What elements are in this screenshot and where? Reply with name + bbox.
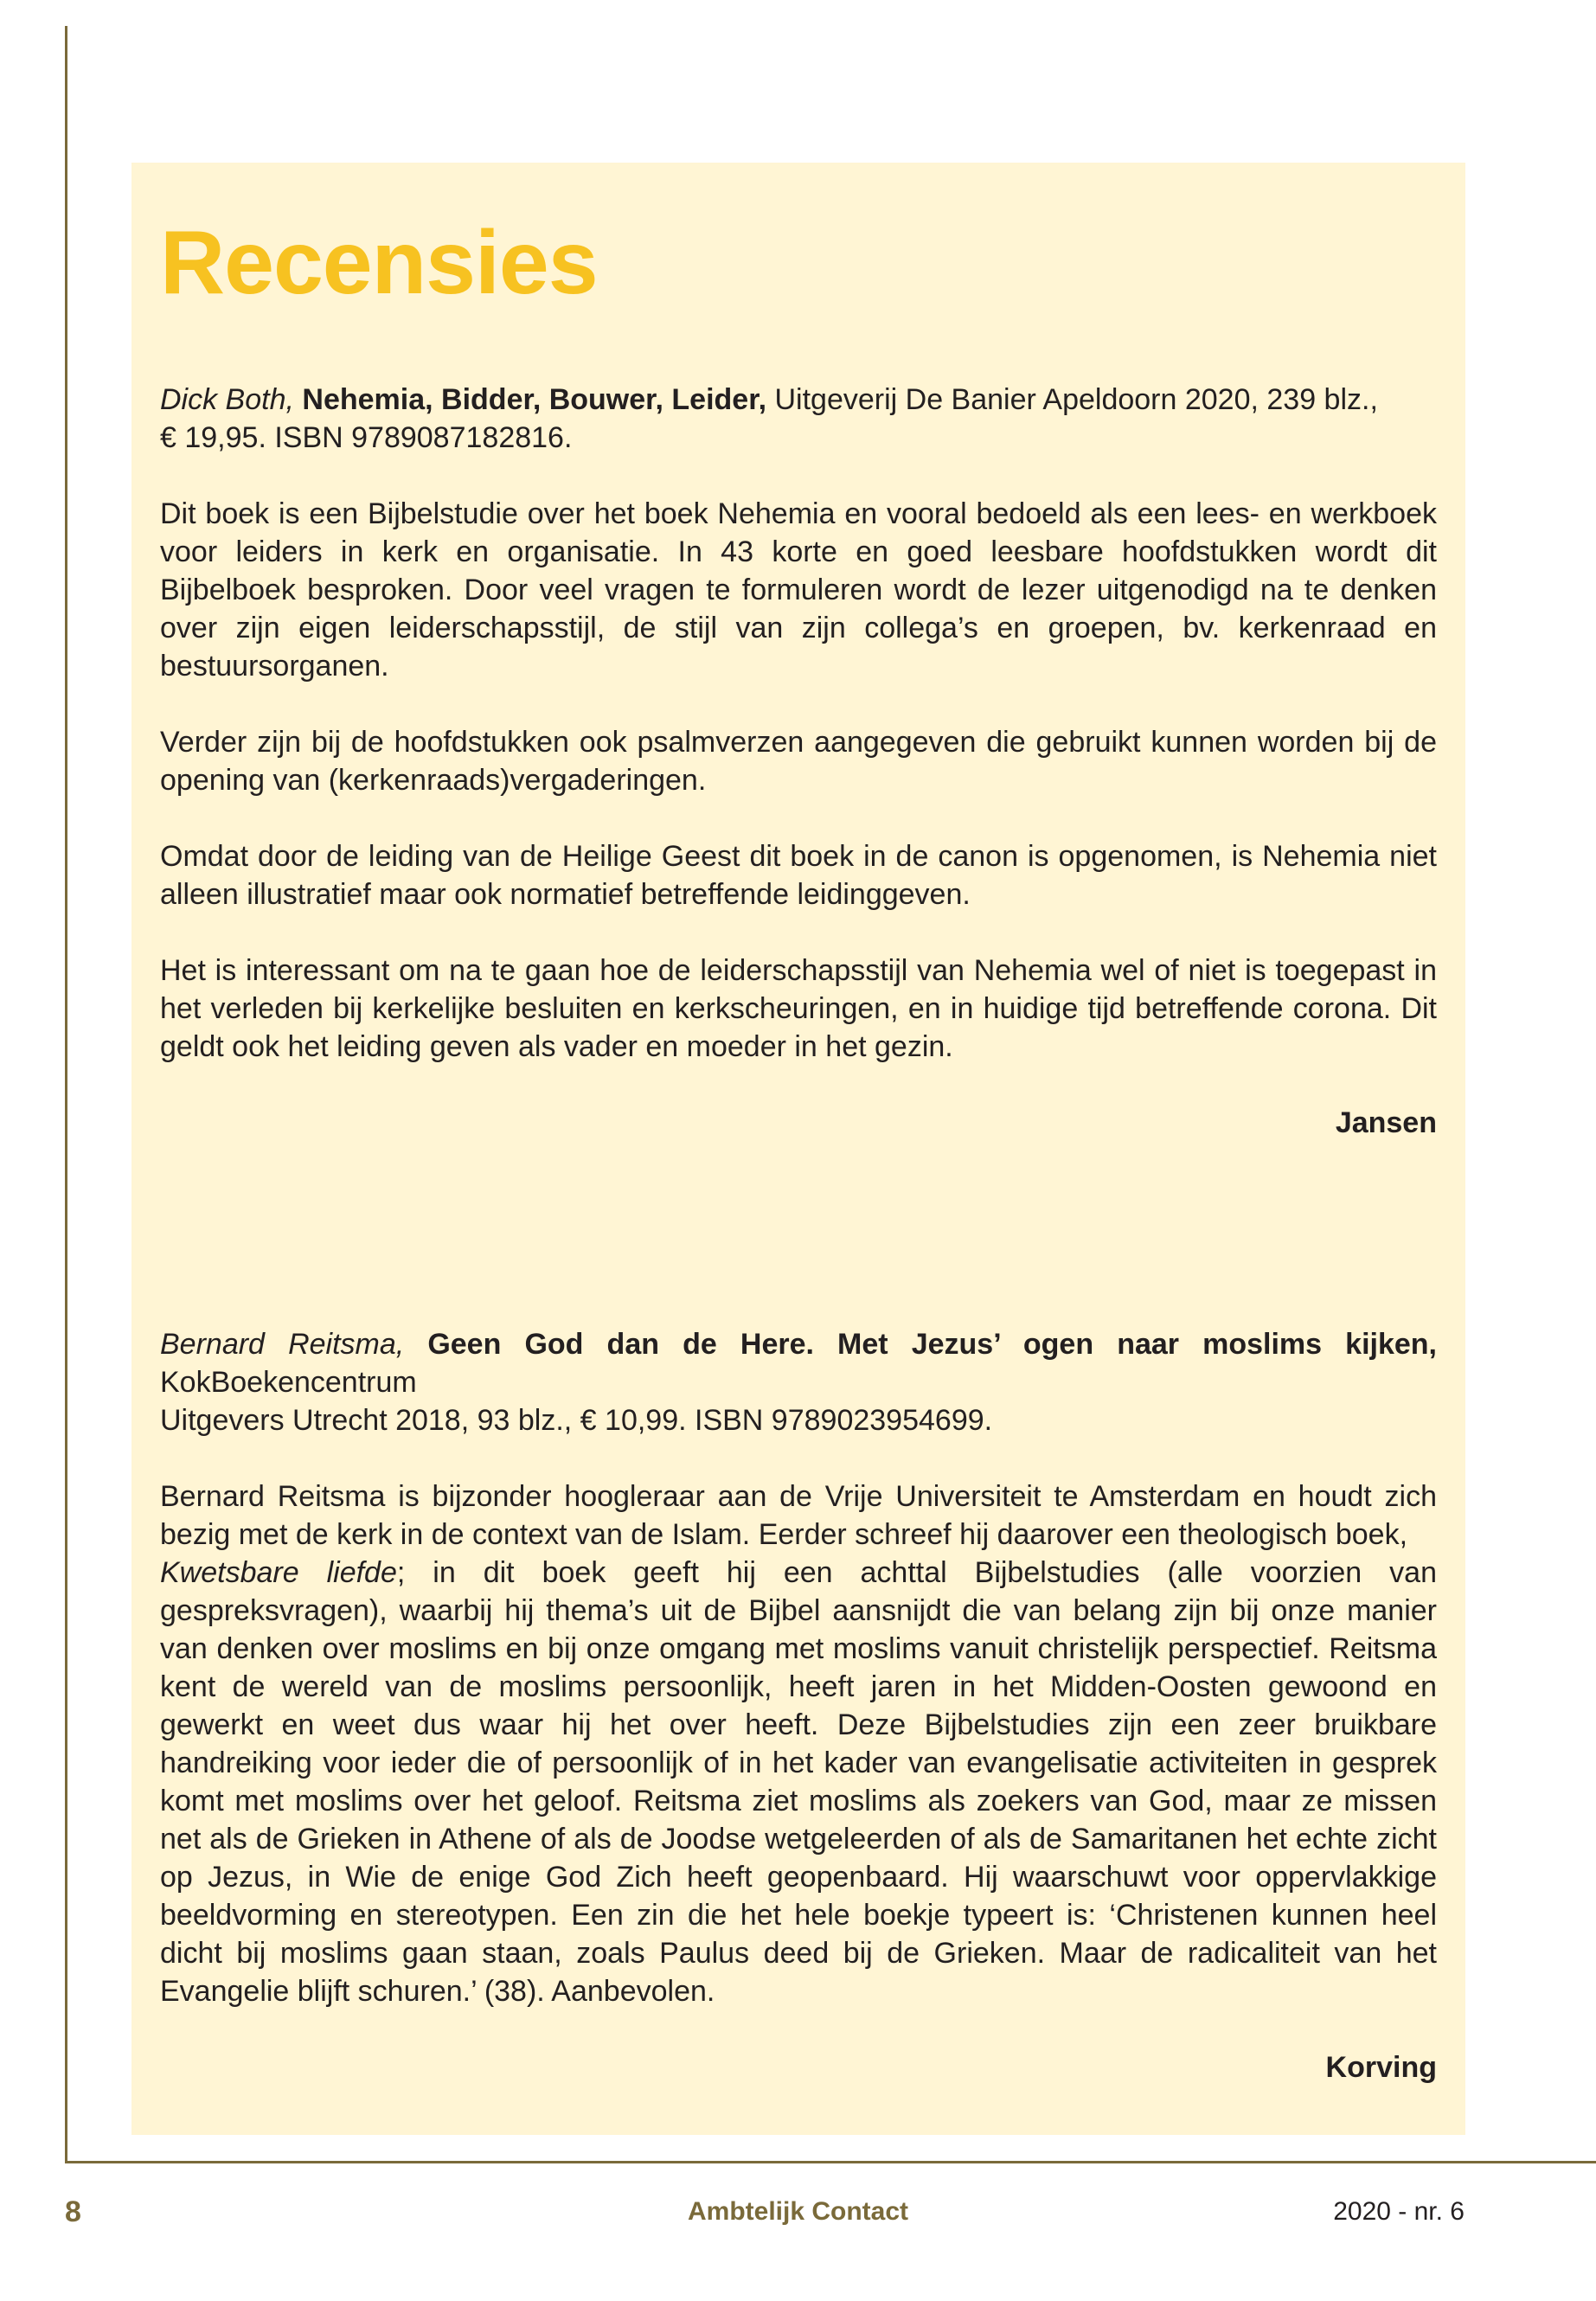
review-1-citation: [160, 381, 1437, 457]
reviews-section: [160, 381, 1437, 2125]
footer-page-number: 8: [65, 2195, 81, 2228]
review-1-paragraph: Omdat door de leiding van de Heilige Geest dit boek in de canon is opgenomen, is Nehemia niet alleen illustratief maar ook normatief betreffende leidinggeven.: [160, 840, 1437, 911]
review-2-citation: [160, 1325, 1437, 1439]
review-2-referenced-book: Kwetsbare liefde: [160, 1556, 397, 1589]
review-1-publication: Uitgeverij De Banier Apeldoorn 2020, 239 blz.,: [774, 383, 1378, 416]
review-2-paragraph: [160, 1477, 1437, 2010]
footer-magazine-title: Ambtelijk Contact: [687, 2197, 909, 2226]
review-1-paragraph: Het is interessant om na te gaan hoe de leiderschapsstijl van Nehemia wel of niet is toegepast in het verleden bij kerkelijke besluiten en kerkscheuringen, en in huidige tijd betreffende corona. Dit geldt ook het leiding geven als vader en moeder in het gezin.: [160, 954, 1437, 1063]
review-2-price-isbn: Uitgevers Utrecht 2018, 93 blz., € 10,99. ISBN 9789023954699.: [160, 1404, 993, 1437]
review-2-author: Bernard Reitsma,: [160, 1328, 405, 1361]
review-1-author: Dick Both,: [160, 383, 294, 416]
page-frame-left-rule: [65, 26, 67, 2163]
footer-issue: 2020 - nr. 6: [1333, 2197, 1465, 2226]
review-2-book-title: Geen God dan de Here. Met Jezus’ ogen naar moslims kijken,: [427, 1328, 1438, 1361]
review-2-publication: KokBoekencentrum: [160, 1366, 417, 1399]
review-1-price-isbn: € 19,95. ISBN 9789087182816.: [160, 421, 573, 454]
review-1-book-title: Nehemia, Bidder, Bouwer, Leider,: [302, 383, 767, 416]
review-1-paragraph: Verder zijn bij de hoofdstukken ook psalmverzen aangegeven die gebruikt kunnen worden bij de opening van (kerkenraads)vergaderingen.: [160, 726, 1437, 797]
review-spacer: [160, 1180, 1437, 1325]
page-title: Recensies: [160, 213, 598, 313]
review-1-paragraph: Dit boek is een Bijbelstudie over het boek Nehemia en vooral bedoeld als een lees- en werkboek voor leiders in kerk en organisatie. In 43 korte en goed leesbare hoofdstukken wordt dit Bijbelboek besproken. Door veel vragen te formuleren wordt de lezer uitgenodigd na te denken over zijn eigen leiderschapsstijl, de stijl van zijn collega’s en groepen, bv. kerkenraad en bestuursorganen.: [160, 497, 1437, 683]
review-2-text-rest: ; in dit boek geeft hij een achttal Bijbelstudies (alle voorzien van gespreksvragen), waarbij hij thema’s uit de Bijbel aansnijdt die van belang zijn bij onze manier van denken over moslims en bij onze omgang met moslims vanuit christelijk perspectief. Reitsma kent de wereld van de moslims persoonlijk, heeft jaren in het Midden-Oosten gewoond en gewerkt en weet dus waar hij het over heeft. Deze Bijbelstudies zijn een zeer bruikbare handreiking voor ieder die of persoonlijk of in het kader van evangelisatie activiteiten in gesprek komt met moslims over het geloof. Reitsma ziet moslims als zoekers van God, maar ze missen net als de Grieken in Athene of als de Joodse wetgeleerden of als de Samaritanen het echte zicht op Jezus, in Wie de enige God Zich heeft geopenbaard. Hij waarschuwt voor oppervlakkige beeldvorming en stereotypen. Een zin die het hele boekje typeert is: ‘Christenen kunnen heel dicht bij moslims gaan staan, zoals Paulus deed bij de Grieken. Maar de radicaliteit van het Evangelie blijft schuren.’ (38). Aanbevolen.: [160, 1556, 1437, 2008]
review-2-text-start: Bernard Reitsma is bijzonder hoogleraar aan de Vrije Universiteit te Amsterdam en houdt zich bezig met de kerk in de context van de Islam. Eerder schreef hij daarover een theologisch boek,: [160, 1480, 1437, 1551]
review-1-reviewer: Jansen: [1335, 1106, 1437, 1139]
page-frame-bottom-rule: [65, 2161, 1596, 2163]
review-2-reviewer: Korving: [1325, 2051, 1437, 2084]
